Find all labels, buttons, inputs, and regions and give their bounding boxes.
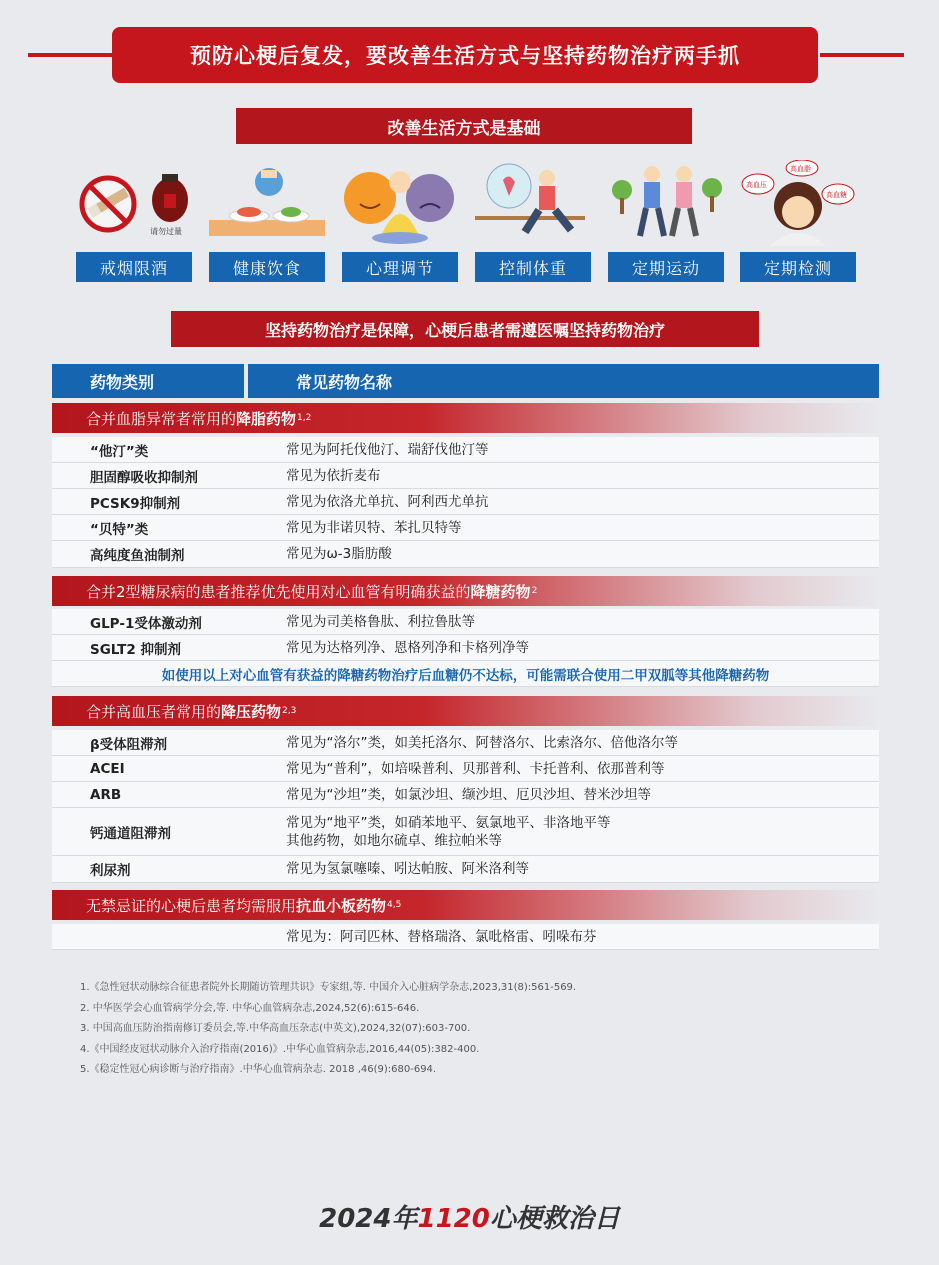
table-row xyxy=(52,437,879,463)
bubble-text: 高血压 xyxy=(746,181,767,189)
reference-item: 2. 中华医学会心血管病学分会,等. 中华心血管病杂志,2024,52(6):615-646. xyxy=(80,1002,420,1014)
no-smoking-alcohol-icon xyxy=(76,160,192,246)
category-prefix: 无禁忌证的心梗后患者均需服用 xyxy=(86,896,297,915)
category-bold: 降脂药物 xyxy=(236,409,297,428)
table-row xyxy=(52,924,879,950)
page-title: 预防心梗后复发，要改善生活方式与坚持药物治疗两手抓 xyxy=(112,27,818,83)
drug-category: β受体阻滞剂 xyxy=(90,736,168,753)
health-check-icon xyxy=(740,160,856,246)
title-banner xyxy=(0,27,939,83)
table-row xyxy=(52,463,879,489)
lifestyle-item-weight xyxy=(475,160,591,282)
exercise-icon xyxy=(608,160,724,246)
lifestyle-label: 戒烟限酒 xyxy=(76,252,192,282)
footer-year: 2024年 xyxy=(319,1204,418,1234)
lifestyle-item-checkup xyxy=(740,160,856,282)
lifestyle-item-mental xyxy=(342,160,458,282)
alcohol-badge: 请勿过量 xyxy=(150,227,182,236)
category-bold: 降压药物 xyxy=(221,702,282,721)
references xyxy=(80,978,576,1081)
glucose-note: 如使用以上对心血管有获益的降糖药物治疗后血糖仍不达标，可能需联合使用二甲双胍等其他降糖药物 xyxy=(52,661,879,687)
drug-category: GLP-1受体激动剂 xyxy=(90,615,202,632)
lifestyle-heading: 改善生活方式是基础 xyxy=(236,108,692,144)
lifestyle-label: 定期运动 xyxy=(608,252,724,282)
drug-category: ARB xyxy=(90,786,122,803)
drug-names: 常见为氢氯噻嗪、吲达帕胺、阿米洛利等 xyxy=(286,861,529,877)
lifestyle-item-exercise xyxy=(608,160,724,282)
drug-names: 常见为“地平”类，如硝苯地平、氨氯地平、非洛地平等 其他药物，如地尔硫卓、维拉帕米等 xyxy=(286,814,611,849)
category-ref: 2,3 xyxy=(282,706,297,716)
lifestyle-label: 控制体重 xyxy=(475,252,591,282)
table-row xyxy=(52,515,879,541)
category-ref: 4,5 xyxy=(387,900,402,910)
category-bar-glucose xyxy=(52,576,879,606)
drug-names: 常见为：阿司匹林、替格瑞洛、氯吡格雷、吲哚布芬 xyxy=(286,928,597,945)
reference-item: 3. 中国高血压防治指南修订委员会,等.中华高血压杂志(中英文),2024,32(07):603-700. xyxy=(80,1023,471,1034)
footer-suffix: 心梗救治日 xyxy=(489,1204,620,1234)
drug-names: 常见为阿托伐他汀、瑞舒伐他汀等 xyxy=(286,441,489,458)
category-ref: 2 xyxy=(531,586,538,596)
lifestyle-icons-row xyxy=(76,160,856,282)
category-prefix: 合并2型糖尿病的患者推荐优先使用对心血管有明确获益的 xyxy=(86,582,471,601)
drug-names: 常见为达格列净、恩格列净和卡格列净等 xyxy=(286,639,529,656)
bubble-text: 高血糖 xyxy=(826,191,847,199)
lifestyle-item-smoking xyxy=(76,160,192,282)
reference-item: 4.《中国经皮冠状动脉介入治疗指南(2016)》.中华心血管病杂志,2016,44(05):382-400. xyxy=(80,1043,480,1055)
table-row xyxy=(52,609,879,635)
drug-names: 常见为“沙坦”类，如氯沙坦、缬沙坦、厄贝沙坦、替米沙坦等 xyxy=(286,786,651,803)
table-row xyxy=(52,856,879,883)
category-bold: 降糖药物 xyxy=(470,582,531,601)
category-ref: 1,2 xyxy=(297,413,312,423)
drug-category: 高纯度鱼油制剂 xyxy=(90,548,185,564)
drug-names: 常见为ω-3脂肪酸 xyxy=(286,546,392,562)
column-header-drugs: 常见药物名称 xyxy=(248,364,879,398)
medication-heading: 坚持药物治疗是保障，心梗后患者需遵医嘱坚持药物治疗 xyxy=(171,311,759,347)
drug-names: 常见为非诺贝特、苯扎贝特等 xyxy=(286,519,462,536)
drug-category: PCSK9抑制剂 xyxy=(90,495,181,512)
column-header-category: 药物类别 xyxy=(52,364,244,398)
drug-category: 利尿剂 xyxy=(90,863,131,879)
bubble-text: 高血脂 xyxy=(790,165,811,173)
title-line-left xyxy=(28,53,118,57)
category-prefix: 合并血脂异常者常用的 xyxy=(86,409,237,428)
footer-day: 1120 xyxy=(417,1204,490,1234)
drug-category: “他汀”类 xyxy=(90,443,149,460)
table-row xyxy=(52,730,879,756)
reference-item: 5.《稳定性冠心病诊断与治疗指南》.中华心血管病杂志. 2018 ,46(9):680-694. xyxy=(80,1064,437,1075)
drug-names: 常见为依折麦布 xyxy=(286,467,381,484)
drug-names: 常见为“普利”，如培哚普利、贝那普利、卡托普利、依那普利等 xyxy=(286,760,665,777)
table-row xyxy=(52,489,879,515)
lifestyle-label: 健康饮食 xyxy=(209,252,325,282)
category-prefix: 合并高血压者常用的 xyxy=(86,702,222,721)
table-row xyxy=(52,541,879,568)
weight-control-icon xyxy=(475,160,591,246)
drug-category: “贝特”类 xyxy=(90,521,149,538)
table-row xyxy=(52,635,879,661)
category-bar-antiplatelet xyxy=(52,890,879,920)
lifestyle-label: 心理调节 xyxy=(342,252,458,282)
drug-category: 胆固醇吸收抑制剂 xyxy=(90,469,198,486)
drug-names: 常见为司美格鲁肽、利拉鲁肽等 xyxy=(286,613,475,630)
lifestyle-item-diet xyxy=(209,160,325,282)
table-header xyxy=(52,364,879,398)
category-bar-lipid xyxy=(52,403,879,433)
table-row xyxy=(52,782,879,808)
lifestyle-label: 定期检测 xyxy=(740,252,856,282)
healthy-food-icon xyxy=(209,160,325,246)
title-line-right xyxy=(820,53,904,57)
table-row xyxy=(52,756,879,782)
footer-slogan xyxy=(0,1198,939,1235)
drug-category: ACEI xyxy=(90,760,125,777)
table-row xyxy=(52,808,879,856)
reference-item: 1.《急性冠状动脉综合征患者院外长期随访管理共识》专家组,等. 中国介入心脏病学杂志,2023,31(8):561-569. xyxy=(80,982,577,993)
drug-category: 钙通道阻滞剂 xyxy=(90,825,171,842)
drug-names: 常见为依洛尤单抗、阿利西尤单抗 xyxy=(286,493,489,510)
drug-category: SGLT2 抑制剂 xyxy=(90,641,181,658)
drug-names: 常见为“洛尔”类，如美托洛尔、阿替洛尔、比索洛尔、倍他洛尔等 xyxy=(286,734,678,751)
category-bar-blood-pressure xyxy=(52,696,879,726)
category-bold: 抗血小板药物 xyxy=(296,896,387,915)
meditation-icon xyxy=(342,160,458,246)
